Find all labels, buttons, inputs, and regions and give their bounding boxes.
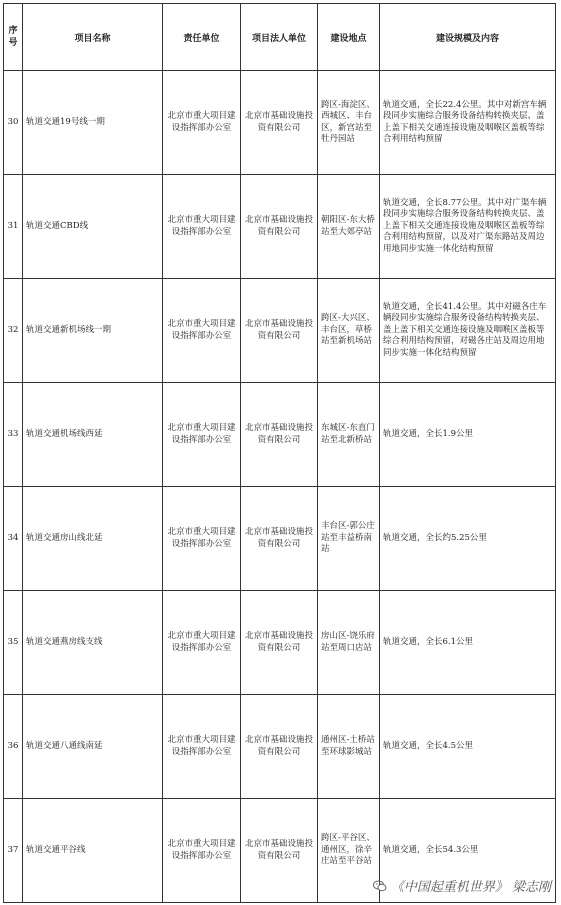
header-owner: 项目法人单位 xyxy=(241,4,318,71)
cell-owner: 北京市基础设施投资有限公司 xyxy=(241,487,318,591)
cell-owner: 北京市基础设施投资有限公司 xyxy=(241,695,318,799)
cell-name: 轨道交通机场线西延 xyxy=(23,383,163,487)
table-header-row xyxy=(4,4,556,71)
cell-scope: 轨道交通，全长约5.25公里 xyxy=(380,487,556,591)
cell-owner: 北京市基础设施投资有限公司 xyxy=(241,71,318,175)
cell-name: 轨道交通CBD线 xyxy=(23,175,163,279)
cell-unit: 北京市重大项目建设指挥部办公室 xyxy=(163,279,241,383)
cell-scope: 轨道交通，全长54.3公里 xyxy=(380,799,556,903)
table-row xyxy=(4,487,556,591)
header-name: 项目名称 xyxy=(23,4,163,71)
header-seq: 序号 xyxy=(4,4,23,71)
cell-unit: 北京市重大项目建设指挥部办公室 xyxy=(163,695,241,799)
cell-name: 轨道交通19号线一期 xyxy=(23,71,163,175)
header-unit: 责任单位 xyxy=(163,4,241,71)
cell-seq: 31 xyxy=(4,175,23,279)
cell-seq: 36 xyxy=(4,695,23,799)
cell-scope: 轨道交通，全长1.9公里 xyxy=(380,383,556,487)
header-location: 建设地点 xyxy=(318,4,380,71)
table-row xyxy=(4,71,556,175)
cell-name: 轨道交通燕房线支线 xyxy=(23,591,163,695)
cell-name: 轨道交通平谷线 xyxy=(23,799,163,903)
cell-owner: 北京市基础设施投资有限公司 xyxy=(241,383,318,487)
cell-scope: 轨道交通，全长22.4公里。其中对新宫车辆段同步实施综合服务设备结构转换夹层、盖上盖下相关交通连接设施及咽喉区盖板等综合利用结构预留 xyxy=(380,71,556,175)
cell-unit: 北京市重大项目建设指挥部办公室 xyxy=(163,383,241,487)
cell-unit: 北京市重大项目建设指挥部办公室 xyxy=(163,71,241,175)
cell-location: 东城区-东直门站至北新桥站 xyxy=(318,383,380,487)
cell-seq: 37 xyxy=(4,799,23,903)
cell-owner: 北京市基础设施投资有限公司 xyxy=(241,799,318,903)
cell-unit: 北京市重大项目建设指挥部办公室 xyxy=(163,591,241,695)
cell-seq: 30 xyxy=(4,71,23,175)
wechat-icon xyxy=(373,880,387,892)
watermark xyxy=(373,876,551,895)
cell-name: 轨道交通房山线北延 xyxy=(23,487,163,591)
cell-scope: 轨道交通，全长41.4公里。其中对磁各庄车辆段同步实施综合服务设备结构转换夹层、盖上盖下相关交通连接设施及咽喉区盖板等综合利用结构预留，对磁各庄站及周边用地同步实施一体化结构预留 xyxy=(380,279,556,383)
cell-seq: 32 xyxy=(4,279,23,383)
cell-seq: 34 xyxy=(4,487,23,591)
table-row xyxy=(4,279,556,383)
table-row xyxy=(4,383,556,487)
cell-unit: 北京市重大项目建设指挥部办公室 xyxy=(163,799,241,903)
cell-location: 丰台区-郭公庄站至丰益桥南站 xyxy=(318,487,380,591)
cell-location: 跨区-平谷区、通州区，徐辛庄站至平谷站 xyxy=(318,799,380,903)
header-scope: 建设规模及内容 xyxy=(380,4,556,71)
cell-unit: 北京市重大项目建设指挥部办公室 xyxy=(163,487,241,591)
cell-seq: 35 xyxy=(4,591,23,695)
cell-seq: 33 xyxy=(4,383,23,487)
cell-owner: 北京市基础设施投资有限公司 xyxy=(241,175,318,279)
cell-location: 跨区-大兴区、丰台区，草桥站至新机场站 xyxy=(318,279,380,383)
table-row xyxy=(4,175,556,279)
cell-scope: 轨道交通，全长4.5公里 xyxy=(380,695,556,799)
cell-owner: 北京市基础设施投资有限公司 xyxy=(241,279,318,383)
cell-location: 朝阳区-东大桥站至大郊亭站 xyxy=(318,175,380,279)
projects-table xyxy=(3,3,556,903)
watermark-text: 《中国起重机世界》 梁志刚 xyxy=(390,880,551,895)
table-row xyxy=(4,695,556,799)
cell-name: 轨道交通八通线南延 xyxy=(23,695,163,799)
cell-owner: 北京市基础设施投资有限公司 xyxy=(241,591,318,695)
cell-scope: 轨道交通，全长6.1公里 xyxy=(380,591,556,695)
cell-scope: 轨道交通，全长8.77公里。其中对广渠车辆段同步实施综合服务设备结构转换夹层、盖上盖下相关交通连接设施及咽喉区盖板等综合利用结构预留，以及对广渠东路站及周边用地同步实施一体化结构预留 xyxy=(380,175,556,279)
cell-unit: 北京市重大项目建设指挥部办公室 xyxy=(163,175,241,279)
cell-name: 轨道交通新机场线一期 xyxy=(23,279,163,383)
cell-location: 跨区-海淀区、西城区、丰台区，新宫站至牡丹园站 xyxy=(318,71,380,175)
table-row xyxy=(4,591,556,695)
cell-location: 通州区-土桥站至环球影城站 xyxy=(318,695,380,799)
cell-location: 房山区-饶乐府站至周口店站 xyxy=(318,591,380,695)
